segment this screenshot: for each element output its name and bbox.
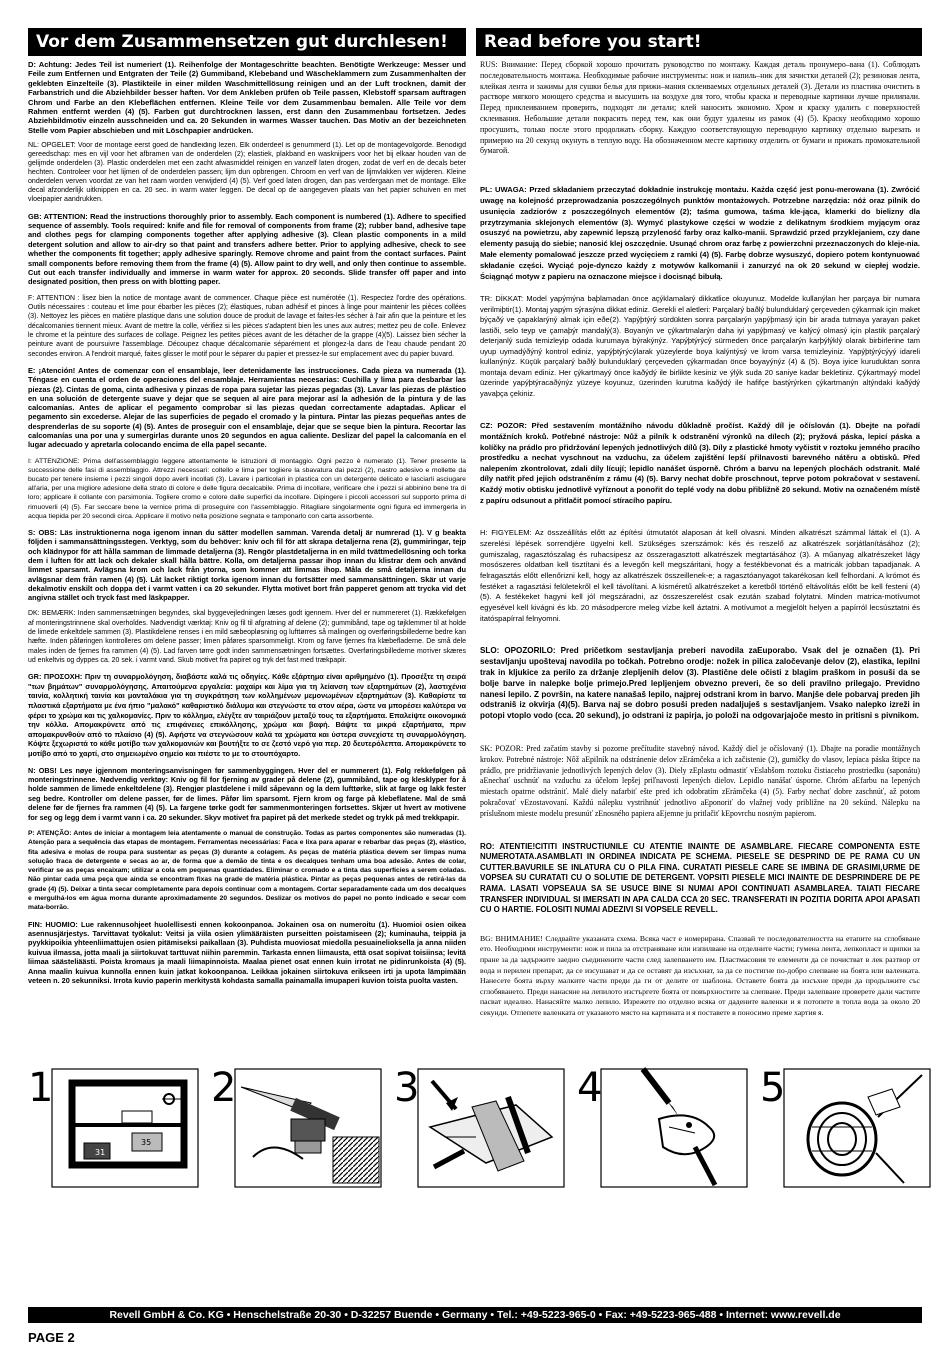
section-tr: TR: DİKKAT: Model yapýmýna baþlamadan önce açýklamalarý dikkatlice okuyunuz. Modelde kullanýlan her parçaya bir numara verilmiþtir(1). Montaj yapým sýrasýna dikkat ediniz. Gerekli el aletleri: Parçalarý baðlý bulunduklarý çerçeveden çýkarmak için maket býçaðý ve çapaklarýný almak için eðe(2). Yapýþtýrý sürdükten sonra parçalarýn yapýþmasý için bir arada tutmaya yarayan paket lastiði, selo teyp ve çamaþýr mandalý(3). Boyanýn ve çýkartmalarýn daha iyi yapýþmasý ve kalýcý olmasý için plastik parçalarý deterjanlý suda temizleyip odada kurumaya býrakýnýz. Yapýþtýrýcý sürmeden önce parçalarýn karþýlýklý olarak birbirlerine tam uyup uymadýðýný kontrol ediniz, yapýþtýrýcýlarak yüzeylerde boya kalýntýsý ve krom varsa temizleyiniz. Yapýþtýrýcýyý idareli kullanýnýz. Küçük parçalarý baðlý bulunduklarý çerçeveden çýkarmadan önce boyayýnýz (4) & (5). Boya iyice kuruduktan sonra montaja devam ediniz. Her çýkartmayý önce kaðýdý ile birlikte kesiniz ve ýlýk suda 20 saniye kadar bekletiniz. Çýkartmayý model üzerinde yapýþtýracaðýnýz yüzeye koyunuz, üzerinden kurutma kaðýdý ile hafifçe bastýrýrken çýkartmanýn altýndaki kaðýdý yavaþça çekiniz. (480, 294, 920, 398)
step-number: 2 (211, 1065, 237, 1111)
clamp-parts-icon (416, 1067, 566, 1193)
section-bg: BG: ВНИМАНИЕ! Следвайте указаната схема. Всяка част е номерирана. Спазвай те последователността на етапите на сглобяване ето. Необходими инструменти: нож и пила за отстраняване или изпилване на отделните части; гумена лента, лепкоплаcт и щипки за пране за да задържите заедно съединените части след залепването им. Пластмасовия те елементи да се почистват в лек разтвор от вода и перилен препарат, да се изсушават и да се оставят да изсъхнат, за да се постигне по-добро слепване на боята или валенката. Нанесете боята върху малките части преди да ги от делите от шаблона. Оставете боята да изсъхне преди да продължите със сглобяването. Преди нанасяне на лепилото изстъргете боята от повърхностите за слепване. Преди залепване проверете дали частите пасват идеално. Нанасяйте малко лепило. Изрежете по отделно всяка от дадените валенки и я потопете в топла вода за около 20 секунди. Отлепете валенката от указаното място на картината и я поставете в поносимо преме хартия я. (480, 933, 920, 1017)
decal-water-icon (782, 1067, 932, 1193)
step-number: 3 (394, 1065, 420, 1111)
sprue-frame-icon (50, 1067, 200, 1193)
step-number: 4 (577, 1065, 603, 1111)
svg-text:31: 31 (95, 1148, 106, 1157)
step-5 (760, 1067, 932, 1193)
step-number: 1 (28, 1065, 54, 1111)
page-number: PAGE 2 (28, 1330, 75, 1345)
section-rus: RUS: Внимание: Перед сборкой хорошо прочитать руководство по монтажу. Каждая деталь пронумеро–вана (1). Соблюдать последовательность монтажа. Необходимые рабочие инструменты: нож и напиль–ник для зачистки деталей (2); резиновая лента, клейкая лента и зажимы для сушки белья для прижи–мания склеиваемых отдельных деталей (3). Детали из пластика очистить в растворе мягкого моющего средства и высушить на воздухе для того, чтобы краска и переводные картинки лучше прилипали. Перед приклеиванием проверить, подходят ли детали; клей наносить экономно. Хром и краску удалить с поверхностей склеивания. Небольшие детали покрасить перед тем, как они будут удалены из рамок (4) (5). Краску необходимо хорошо просушить, только после этого продолжать сборку. Каждую соответствующую переводную картинку отдельно вырезать и примерно на 20 секунд окунуть в теплую воду. На обозначенном месте картинку отделить от бумаги и прижать промокательной бумагой. (480, 60, 920, 156)
section-f: F: ATTENTION : lisez bien la notice de montage avant de commencer. Chaque pièce est numérotée (1). Respectez l'ordre des opérations. Outils nécessaires : couteau et lime pour ébarber les pièces (2); élastiques, ruban adhésif et pinces à linge pour maintenir les pièces collées (3). Nettoyez les pièces en matière plastique dans une solution douce de produit de lavage et faites-les sécher à l'air afin que la peinture et les décalcomanies tiennent mieux. Avant de mettre la colle, vérifiez si les pièces s'adaptent bien les unes aux autres; mettez peu de colle. Enlevez le chrome et la peinture des surfaces de collage. Peignez les petites pièces avant de les détacher de la grappe (4)(5). Laissez bien sécher la peinture avant de poursuivre l'assemblage. Découpez chaque décalcomanie séparément et plongez-la dans de l'eau chaude pendant 20 secondes environ. A l'endroit marqué, faites glisser le motif pour le séparer du papier et pressez-le sur emplacement avec du papier buvard. (28, 294, 466, 358)
step-4 (577, 1067, 749, 1193)
section-ro: RO: ATENTIE!CITITI INSTRUCTIUNILE CU ATENTIE INAINTE DE ASAMBLARE. FIECARE COMPONENTA ESTE NUMEROTATA.ASAMBLATI IN ORDINEA INDICATA PE SCHEMA. PIESELE SE DESPRIND DE PE RAMA CU UN CUTTER.BAVURILE SE INLATURA CU O PILA FINA. CURATATI PIESELE CARE SE IMBINA DE GRASIMI,URME DE VOPSEA SU CURATATI CU O SOLUTIE DE DETERGENT. VOPSITI PIESELE MICI INAINTE DE DESPRINDERE DE PE RAMA. LASATI VOPSEAUA SA SE USUCE BINE SI NUMAI APOI CONTINUATI ASAMBLAREA. TAIATI FIECARE TRANSFER INDIVIDUAL SI IMERSATI IN APA CALDA CCA 20 SEC. TRANSFERATI IN POZITIA DORITA APOI APASATI CU O HARTIE. FOLOSITI NUMAI ADEZIVI SI VOPSELE REVELL. (480, 841, 920, 915)
header-left-title: Vor dem Zusammensetzen gut durchlesen! (28, 28, 466, 56)
section-d: D: Achtung: Jedes Teil ist numeriert (1). Reihenfolge der Montageschritte beachten. Benötigte Werkzeuge: Messer und Feile zum Entfernen und Entgraten der Teile (2) Gummiband, Klebeband und Wäscheklammern zum Zusammenhalten der geklebten Einzelteile (3). Plastikteile in einer milden Waschmittellösung reinigen und an der Luft trocknen, damit der Farbanstrich und die Abziehbilder besser haften. Vor dem Ankleben prüfen ob Teile passen, Klebstoff sparsam auftragen Chrom und Farbe an den Klebeflächen entfernen. Kleine Teile vor dem Zusammenbau bemalen. Alle Teile vor dem Rahmen entfernt werden (4) (5). Farben gut durchtrocknen lassen, erst dann den Zusammenbau fortsetzen. Jedes Abziehbildmotiv einzeln ausschneiden und ca. 20 Sekunden in warmes Wasser tauchen. Das Motiv an der bezeichneten Stelle vom Papier abschieben und mit Löschpapier andrücken. (28, 60, 466, 135)
step-number: 5 (760, 1065, 786, 1111)
knife-and-file-icon (233, 1067, 383, 1193)
section-sk: SK: POZOR: Pred začatím stavby si pozorne prečítudite stavebný návod. Každý diel je očíslovaný (1). Dbajte na poradie montážnych krokov. Potrebné nástroje: Nôž aЕpilník na odstránenie delov zЕrámčeka a ich začistenie (2), gumičky do vlasov, lepiaca páska štipce na prádlo, pre pridržiavanie jednotlivých lepených delov (3). Diely zЕplastu odmastiť vЕslabšom roztoku čistiaceho prostriedku (saponátu) aЕnechať uschnúť na vzduchu za účelom lepšej priľnavosti lepených dielov. Lepidlo nanášať úsporne. Chróm aЕfarbu na lepených miestach opatrne odstrániť. Malé diely nafarbiť ešte pred ich odobratím zЕrámčeka (4) (5). Farby nechať dobre zaschnúť, až potom pokračovať vЕzostavovaní. Každú nálepku vystrihnúť jednotlivo aЕponoriť do vlažnej vody približne na 20 sekúnd. Nálepku na príslušnom mieste modelu presunúť zЕnosného papiera aЕjemne ju pritlačiť kЕpovrchu nosným papierom. (480, 744, 920, 818)
header-right-title: Read before you start! (476, 28, 922, 56)
section-n: N: OBS! Les nøye igjennom monteringsanvisningen før sammenbyggingen. Hver del er nummerert (1). Følg rekkefølgen på monteringstrinnene. Nødvendig verktøy: Kniv og fil for fjerning av grader på delene (2), gummibånd, tape og klesklyper for å holde sammen de limede enkeltdelene (3). Rengjør plastdelene i mild såpevann og la dem lufttørke, slik at farge og lakk fester seg bedre. Kontroller om delene passer, før de limes. Påfør lim sparsomt. Fjern krom og farge på klebeflatene. Mal de små delene før de fjernes fra rammen (4) (5). La fargene tørke godt før sammenmonteringen fortsettes. Skjær ut hvert av motivene for seg og legg dem i varmt vann i ca. 20 sekunder. Skyv motivet fra papiret på det merkede stedet og trykk på med trekkpapir. (28, 765, 466, 822)
right-column (480, 60, 920, 1025)
assembly-steps (28, 1067, 922, 1193)
section-pl: PL: UWAGA: Przed składaniem przeczytać dokładnie instrukcję montażu. Każda część jest ponu-merowana (1). Zwrócić uwagę na kolejność przeprowadzania poszczególnych punktów montażowych. Potrzebne narzędzia: nóż oraz pilnik do usunięcia zadziorów z poszczególnych elementów (2); taśma gumowa, taśma kle-jąca, klamerki do bielizny dla przytrzymania sklejonych elementów (3). Wymyć plastykowe części w wodzie z delikatnym środkiem myjącym oraz osuszyć na powietrzu, aby zapewnić lepszą przyleność farby oraz kalko-manii. Sprawdzić przed przyklejaniem, czy dane elementy pasują do siebie; nanosić klej oszczędnie. Usunąć chrom oraz farbę z powierzchni przeznaczonych do kleje-nia. Małe elementy pomalować jeszcze przed wycięciem z ramki (4) (5). Farbę dobrze wysuszyć, dopiero potem kontynuować składanie części. Wyciąć poje-dynczo każdy z motywów kalkomanii i zanurzyć na ok 20 sekund w ciepłej wodzie. Ściągnąć motyw z papieru na oznaczone miejsce i docisnąć bibułą. (480, 185, 920, 281)
section-i: I: ATTENZIONE: Prima dell'assemblaggio leggere attentamente le istruzioni di montaggio. Ogni pezzo è numerato (1). Tener presente la successione delle fasi di assemblaggio. Attrezzi necessari: coltello e lima per togliere la sbavatura dai pezzi (2), nastro adesivo e mollette da bucato per tenere insieme i pezzi singoli dopo averli incollati (3). Lavare i particolari in plastica con un detergente delicato e lasciarli asciugare all'aria, per una migliore adesione della strato di colore e delle figura decalcabile. Prima di incollare, verificare che i pezzi si abbinino bene tra di loro; applicare il collante con parsimonia. Togliere cromo e colore dalle superfici da incollare. Dipingere i piccoli accessori sul supporto prima di rimuoverli (4) (5). Far seccare bene la vernice prima di proseguire con l'assemblaggio. Ritagliare singolarmente ogni figura ed immergerla in acqua tiepida per 20 secondi circa. Applicare il motivo nella posizione segnata e tamponarlo con carta assorbente. (28, 457, 466, 520)
svg-text:35: 35 (141, 1138, 152, 1147)
section-fin: FIN: HUOMIO: Lue rakennusohjeet huolellisesti ennen kokoonpanoa. Jokainen osa on numeroitu (1). Huomioi osien oikea asennusjärjestys. Tarvittavat työkalut: Veitsi ja viila osien ylimääräisten purseitten poistamiseen (2); kuminauha, teippiä ja pyykkipoikia yhteenliimattujen osien pitämiseksi paikallaan (3). Puhdista muoviosat miedolla pesuainelioksella ja anna niiden kuivua ilmassa, jotta maali ja siirtokuvat tarttuvat niihin paremmin. Tarkasta ennen liimausta, että osat sopivat toisiinsa; levitä liimaa säästeliäästi. Poista kromaus ja maali liimapinnoista. Maalaa pienet osat ennen kuin irrotat ne pidinrunkoista (4) (5). Anna maalin kuivua kunnolla ennen kuin jatkat kokoonpanoa. Leikkaa jokainen siirtokuva erikseen irti ja upota lämpimään veteen n. 20 sekunniksi. Irrota kuvio paperin merkitystä kohdasta samalla painamalla imupaperi kuvion toista puolta vasten. (28, 919, 466, 986)
footer-contact-bar: Revell GmbH & Co. KG • Henschelstraße 20-30 • D-32257 Buende • Germany • Tel.: +49-5223-965-0 • Fax: +49-5223-965-488 • Internet: www.revell.de (28, 1307, 922, 1323)
section-slo: SLO: OPOZORILO: Pred pričetkom sestavljanja preberi navodila zaЕuporabo. Vsak del je označen (1). Pri sestavljanju upoštevaj navodila po točkah. Potrebno orodje: nožek in pilica zaločevanje delov (2), elastika, lepilni trak in kljukice za perilo za držanje zlepljenih delov (3). Plastične dele očisti z blagim praškom in posuši da se bolje barve in nalepke bolje primejo.Pred lepljenjem obvezno preveri, če so deli pravilno prilegajo. Previdno nanesi lepilo. Z površin, na katere nanašaš lepilo, najprej odstrani krom in barvo. Manjše dele pobarvaj preden jih odstraniš iz okvirja (4)(5). Barva naj se dobro posuši preden nadaljuješ s sestavljanjem. Vsako nalepko izreži in potopi vtoplo vodo (cca. 20 sekund), jo odstrani iz papirja, jo položi na odgovarjajoče mesto in pritisni s pivnikom. (480, 646, 920, 721)
step-1 (28, 1067, 200, 1193)
step-2 (211, 1067, 383, 1193)
section-s: S: OBS: Läs instruktionerna noga igenom innan du sätter modellen samman. Varenda detalj är numrerad (1). V g beakta följden i sammansättningsstegen. Verktyg, som du behöver: kniv och fil för att skrapa detaljerna rena (2), gummiringar, tejp och klädnypor för att hålla samman de limmade detaljerna (3). Rengör plastdetaljerna in en mild tvättmedellösning och torka dem i luften för att lack och dekaler skall hålla bättre. Kolla, om detaljerna passar ihop innan du klistrar dem och använd limmet sparsamt. Avlägsna krom och lack från ytorna, som kommer att limmas ihop. Måla de små detaljerna innan du avlägsnar dem från ramen (4) (5). Låt lacket riktigt torka igenom innan du fortsätter med sammansättningen. Skär ut varje dekalmotiv enskilt och doppa det i varmt vatten i ca 20 sekunder. Flytta motivet bort från papperet genom att trycka vid det angivna stället och tryck fast med läskpapper. (28, 528, 466, 603)
section-cz: CZ: POZOR: Před sestavením montážního návodu důkladně pročíst. Každý díl je očíslován (1). Dbejte na pořadí montážních kroků. Potřebné nástroje: Nůž a pilník k odstranění výronků na dílech (2); pryžová páska, lepicí páska a kolíčky na prádlo pro přidržování lepených jednotlivých dílů (3). Díly z plastické hmoty vyčistit v roztoku jemného pracího prostředku a nechat vyschnout na vzduchu, za účelem zajištění lepší přilnavosti barevného nátěru a obtisků. Před nalepením zkontrolovat, zdali díly lícují; lepidlo nanášet úsporně. Chróm a barvu na lepených plochách odstranit. Malé díly natřít před jejich odstraněním z rámu (4) (5). Barvy nechat dobře proschnout, teprve potom pokračovat v sestavení. Každý motiv obtisku jednotlivě vyříznout a ponořit do teplé vody na dobu přibližně 20 sekund. Motiv na označeném místě z papíru odsunout a přitlačit pomocí stíracího papíru. (480, 421, 920, 505)
step-3 (394, 1067, 566, 1193)
section-gb: GB: ATTENTION: Read the instructions thoroughly prior to assembly. Each component is numbered (1). Adhere to specified sequence of assembly. Tools required: knife and file for removal of components from frame (2); rubber band, adhesive tape and clothes pegs for clamping components together after applying adhesive (3). Clean plastic components in a mild detergent solution and allow to air-dry so that paint and transfers adhere better. Prior to applying adhesive, check to see whether the components fit together; apply adhesive sparingly. Remove chrome and paint from the contact surfaces. Paint small components before removing them from the frame (4) (5). Allow paint to dry well, and only then continue to assemble. Cut out each transfer individually and immerse in warm water for approx. 20 seconds. Slide transfer off paper and into designated position, then press on with blotting paper. (28, 211, 466, 287)
paint-brush-icon (599, 1067, 749, 1193)
section-h: H: FIGYELEM: Az összeállítás előtt az építési útmutatót alaposan át kell olvasni. Minden alkatrészt számmal láttak el (1). A szerelési lépések sorrendjére ügyelni kell. Szükséges szerszámok: kés és reszelő az alkatrészek sorjátlanításához (2); gumiszalag, ragasztószalag és ruhacsipesz az összeragasztott alkatrészek megtartásához (3). A műanyag alkatrészeket lágy mosószeres oldatban kell tisztítani és a levegőn kell megszáritani, hogy a festékbevonat és a matricák jobban tapadjanak. A felragasztás előtt ellenőrizni kell, hogy az alkatrészek összeillenek-e; a ragasztóanyagot takarékosan kell felhordani. A krómot és festéket a ragasztási felületekről el kell távolítani. A kisméretű alkatrészeket a keretből történő eltávolítás előtt be kell festeni (4) (5). A festékeket hagyni kell jól megszáradni, az összeszerelést csak ezután szabad folytatni. Minden matrica-motívumot egyesével kell kivágni és kb. 20 másodpercre meleg vízbe kell áztatni. A motívumot a megjelölt helyen a papírról lecsúsztatni és itatóspapírral felnyomni. (480, 528, 920, 623)
section-nl: NL: OPGELET: Voor de montage eerst goed de handleiding lezen. Elk onderdeel is genummerd (1). Let op de montagevolgorde. Benodigd gereedschap: mes en vijl voor het afbramen van de onderdelen (2); elastiek, plakband en wasknijpers voor het bij elkaar houden van de gelijmde onderdelen (3). Plastic onderdelen met een zacht afwasmiddel reinigen en vanzelf laten drogen, zodat de verf en de decals beter hechten. Controleer voor het lijmen of de onderdelen passen; lijm dun opbrengen. Chroom en verf van de lijmvlakken ver wijderen. Kleine onderdelen verven voordat ze van het raam worden verwijderd (4) (5). Verf goed laten drogen, dan pas verdergaan met de montage. Elke decal afzonderlijk uitknippen en ca. 20 sec. in warm water leggen. De decal op de aangegeven plaats van het papier schuiven en met vloeipapier aandrukken. (28, 142, 466, 203)
left-column (28, 60, 466, 992)
section-gr: GR: ΠΡΟΣΟΧΗ: Πριν τη συναρμολόγηση, διαβάστε καλά τις οδηγίες. Κάθε εξάρτημα είναι αριθμημένο (1). Προσέξτε τη σειρά "των βημάτων" συναρμολόγησης. Απαιτούμενα εργαλεία: μαχαίρι και λίμα για τη λείανση των εξαρτημάτων (2), λαστιχένια ταινία, κολλητική ταινία και μανταλάκια για τη συγκράτηση των κολλημένων μεμονωμένων εξαρτημάτων (3). Καθαρίστε τα πλαστικά εξαρτήματα με ένα ήπιο "μαλακό" καθαριστικό διάλυμα και στεγνώστε τα στον αέρα, ώστε να μπορέσει καλύτερα να φέρει το χρώμα και τις χαλκομανίες. Πριν το κόλλημα, ελέγξτε αν ταιριάζουν μεταξύ τους τα εξαρτήματα. Επαλείψτε οικονομικά την κόλλα. Απομακρύνετε από τις επιφάνειες επικόλλησης, χρώμα και βαφή. Βάψτε τα μικρά εξαρτήματα, πριν απομακρυνθούν από το πλαίσιο (4) (5). Αφήστε να στεγνώσουν καλά τα χρώματα και ύστερα συνεχίστε τη συναρμολόγηση. Κόψτε ξεχωριστά το κάθε μοτίβο των χαλκομανιών και βουτήξτε το σε ζεστό νερό για περ. 20 δευτερόλεπτα. Απομακρύνετε το μοτίβο από το χαρτί, στο σημειωμένο σημείο και πιέστε το με το στουπόχαρτο. (28, 672, 466, 758)
section-p: P: ATENÇÃO: Antes de iniciar a montagem leia atentamente o manual de construção. Todas as partes componentes são numeradas (1). Atenção para a sequência das etapas de montagem. Ferramentas necessárias: Faca e lixa para aparar e rebarbar das peças (2), elástico, fita adesiva e molas de roupa para sustentar as peças (3) durante a colagem. As peças de matéria plástica devem ser limpas numa solução fraca de detergente e secas ao ar, de forma que a demão de tinta e os decalques tenham uma boa adesão. Antes de colar, verificar se as peças encaixam; utilizar a cola em pequenas quantidades. Eliminar o cromado e a tinta das superfícies a serem coladas. Não pintar cada uma peça que ainda se encontram fixas na grade de matéria plástica. Pintar as peças pequenas antes de retirá-las da grade (4) (5). Deixar a tinta secar completamente para depois continuar com a montagem. Cortar separadamente cada um dos decalques e mergulhá-los em água morna durante aproximadamente 20 segundos. Deslizar os motivos do papel no ponto indicado e secar com mata-borrão. (28, 829, 466, 912)
section-e: E: ¡Atención! Antes de comenzar con el ensamblaje, leer detenidamente las instrucciones. Cada pieza va numerada (1). Téngase en cuenta el orden de operaciones del ensamblaje. Herramientas necesarias: Cuchilla y lima para desbarbar las piezas (2). Cintas de goma, cinta adhesiva y pinzas de ropa para sujetar las piezas pegadas (3). Lavar las piezas de plástico en una solución de detergente suave y dejar que se sequen al aire para mejorar así la adhesión de la pintura y de las calcomanías. Antes de aplicar el pegamento comprobar si las piezas quedan correctamente adaptadas. Aplicar el pegamento sin excederse. Alejar de las superficies de pegado el cromado y la pintura. Pintar las piezas pequeñas antes de desprenderlas de su soporte (4) (5). Antes de proseguir con el ensamblaje, dejar que se seque bien la pintura. Recortar las calcomanías una por una y sumergirlas durante unos 20 segundos en agua caliente. Deslizar del papel la calcomanía en el lugar adecuado y apretarla colocando encima de ella papel secante. (28, 365, 466, 450)
section-dk: DK: BEMÆRK: Inden sammensætningen begyndes, skal byggevejledningen læses godt igennem. Hver del er nummereret (1). Rækkefølgen af monteringstrinnene skal overholdes. Nødvendigt værktøj: Kniv og fil til afgratning af delene (2); gummibånd, tape og tøjklemmer til at holde de limede enkeltdele sammen (3). Plastikdelene renses i en mild sæbeopløsning og lufttørres så malingen og overføringsbillederne bedre kan hæfte. Inden påføringen kontrolleres om delene passer; limen påføres sparsommeligt. Krom og farve fjernes fra klæbefladerne. De små dele males inden de fjernes fra rammen (4) (5). Lad farven tørre godt inden sammensætningen fortsættes. Overføringsbillederne mотiver skæres ud enkeltvis og dyppes ca. 20 sek. i varmt vand. Skub motivet fra papiret og tryk det fast med trækpapir. (28, 610, 466, 664)
